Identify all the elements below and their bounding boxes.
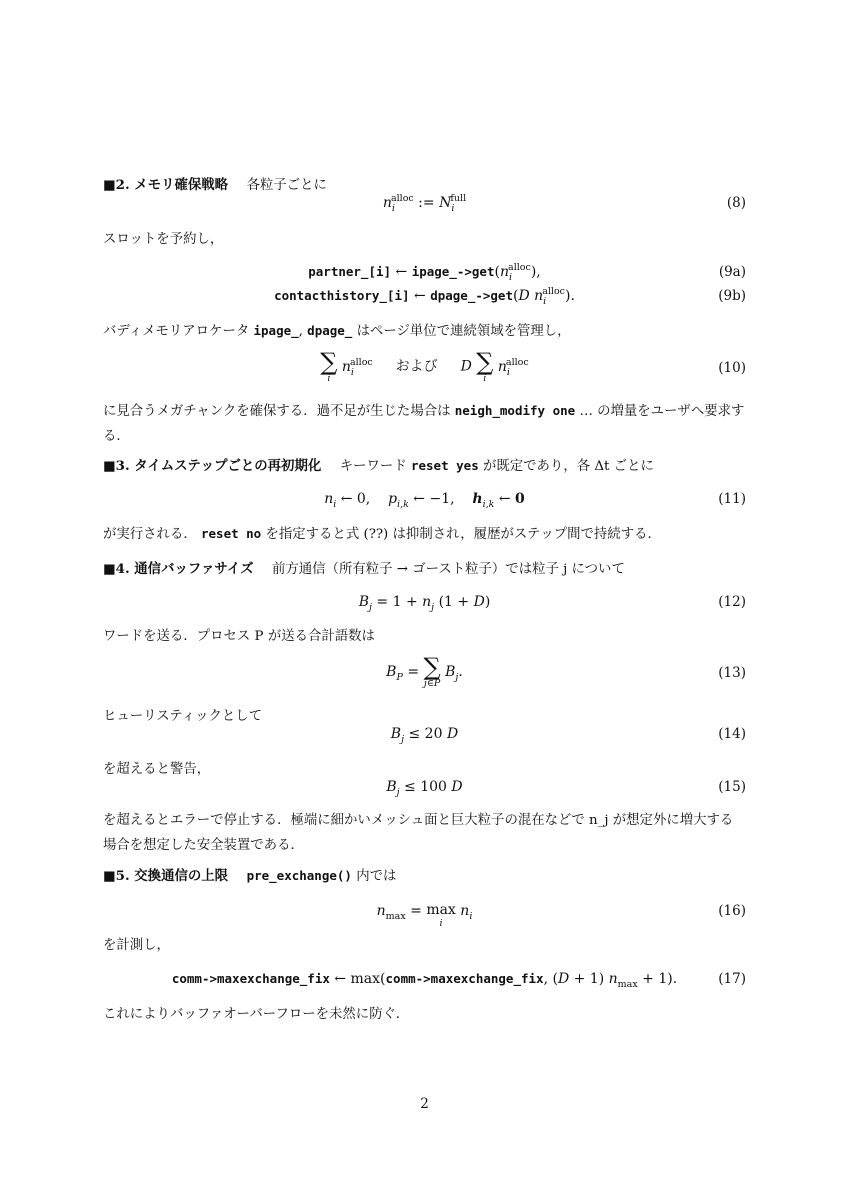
sec2-para-text: バディメモリアロケータ (103, 324, 250, 339)
sec5-after17: これによりバッファオーバーフローを未然に防ぐ． (103, 1007, 410, 1022)
sec4-after14: を超えると警告， (103, 762, 211, 777)
sec3-after-a: が実行される． (103, 527, 197, 542)
equation-12-body: $B_j = 1 + n_j$ (1 + D) (358, 594, 491, 613)
code-reset-no: reset no (201, 526, 262, 541)
sec2-para2 (103, 398, 746, 449)
equation-9b-body: contacthistory_[i] ← dpage_->get(D $n_i^{alloc}$). (274, 286, 575, 307)
sec2-para-tail: はページ単位で連続領域を管理し， (356, 324, 571, 339)
sec3-heading: ■3. タイムステップごとの再初期化 (103, 458, 322, 474)
equation-17-number: (17) (718, 971, 746, 987)
sec5-lead: 内では (356, 869, 397, 884)
sec2-comma: , (298, 324, 308, 339)
sec2-para2-b: … の増量をユーザへ要求する． (103, 404, 745, 444)
equation-10-and: および (395, 358, 438, 375)
sec2-para (103, 322, 746, 342)
equation-13-number: (13) (718, 665, 746, 681)
code-neigh-modify: neigh_modify one (454, 403, 576, 418)
sec5-heading: ■5. 交換通信の上限 (103, 868, 229, 884)
code-pre-exchange: pre_exchange() (246, 868, 352, 883)
sec3-after (103, 525, 746, 545)
equation-16-body: $n_{max}$ = max i $n_i$ (376, 902, 473, 929)
equation-9a-number: (9a) (718, 264, 746, 280)
sec4-after12: ワードを送る．プロセス P が送る合計語数は (103, 629, 375, 644)
sec4-lead: 前方通信（所有粒子 → ゴースト粒子）では粒子 j について (272, 562, 625, 577)
sec4-heading-line (103, 559, 746, 580)
equation-9a-body: partner_[i] ← $ipage\_->get(n_i^{alloc})$, (308, 262, 541, 283)
equation-15-body: $B_j \le 100$ D (386, 779, 463, 798)
sec2-lead: 各粒子ごとに (246, 178, 327, 193)
sec3-lead-b: が既定であり，各 Δt ごとに (482, 459, 654, 474)
sec5-heading-line (103, 866, 746, 887)
sec4-heading: ■4. 通信バッファサイズ (103, 561, 254, 577)
equation-15 (103, 777, 746, 807)
equation-10-body: ∑ i $n_i^{alloc}$ および D ∑ i $n_i^{alloc}$ (320, 348, 529, 384)
equation-11 (103, 489, 746, 519)
equation-12 (103, 592, 746, 622)
code-ipage: ipage_ (253, 323, 299, 338)
equation-17 (103, 969, 746, 999)
sec4-after15: を超えるとエラーで停止する．極端に細かいメッシュ面と巨大粒子の混在などで n_j が想定外に増大する場合を想定した安全装置である． (103, 813, 734, 853)
code-dpage: dpage_ (307, 323, 353, 338)
equation-16 (103, 901, 746, 937)
sec2-heading: ■2. メモリ確保戦略 (103, 177, 229, 193)
equation-8 (103, 193, 746, 223)
equation-11-body: $n_i$ ← 0, $p_{i,k}$ ← −1, $h_{i,k}$ ← 0 (324, 491, 525, 510)
sec3-heading-line (103, 456, 746, 477)
equation-9b-number: (9b) (718, 288, 746, 304)
equation-8-body: $n_i^{alloc}$ := $N_i^{full}$ (382, 193, 467, 214)
equation-8-number: (8) (726, 195, 746, 211)
equation-13 (103, 655, 746, 695)
sec4-after13: ヒューリスティックとして (103, 709, 263, 724)
equation-14-number: (14) (718, 726, 746, 742)
equation-10-number: (10) (718, 360, 746, 376)
sum-symbol: ∑ j∈P (423, 653, 441, 689)
code-reset-yes: reset yes (410, 458, 479, 473)
sec2-para2-a: に見合うメガチャンクを確保する．過不足が生じた場合は (103, 404, 451, 419)
equation-14-body: $B_j \le 20$ D (390, 726, 459, 745)
equation-9b (103, 286, 746, 316)
equation-12-number: (12) (718, 594, 746, 610)
equation-14 (103, 724, 746, 754)
equation-13-body: $B_P$ = ∑ j∈P $B_j$. (386, 653, 463, 689)
sec3-lead-a: キーワード (339, 459, 407, 474)
equation-15-number: (15) (718, 779, 746, 795)
equation-11-number: (11) (718, 491, 746, 507)
equation-16-number: (16) (718, 903, 746, 919)
equation-17-body: comm->maxexchange_fix ← max(comm->maxexchange_fix, (D + 1) $n_{max} + 1$). (171, 971, 678, 990)
sec3-after-b: を指定すると式 (??) は抑制され，履歴がステップ間で持続する． (265, 527, 661, 542)
equation-10 (103, 350, 746, 390)
sum-symbol: ∑ i (320, 348, 338, 384)
sec5-after16: を計測し， (103, 938, 170, 953)
sum-symbol: ∑ i (476, 348, 494, 384)
sec2-after8: スロットを予約し， (103, 232, 224, 247)
page-number: 2 (420, 1096, 429, 1112)
